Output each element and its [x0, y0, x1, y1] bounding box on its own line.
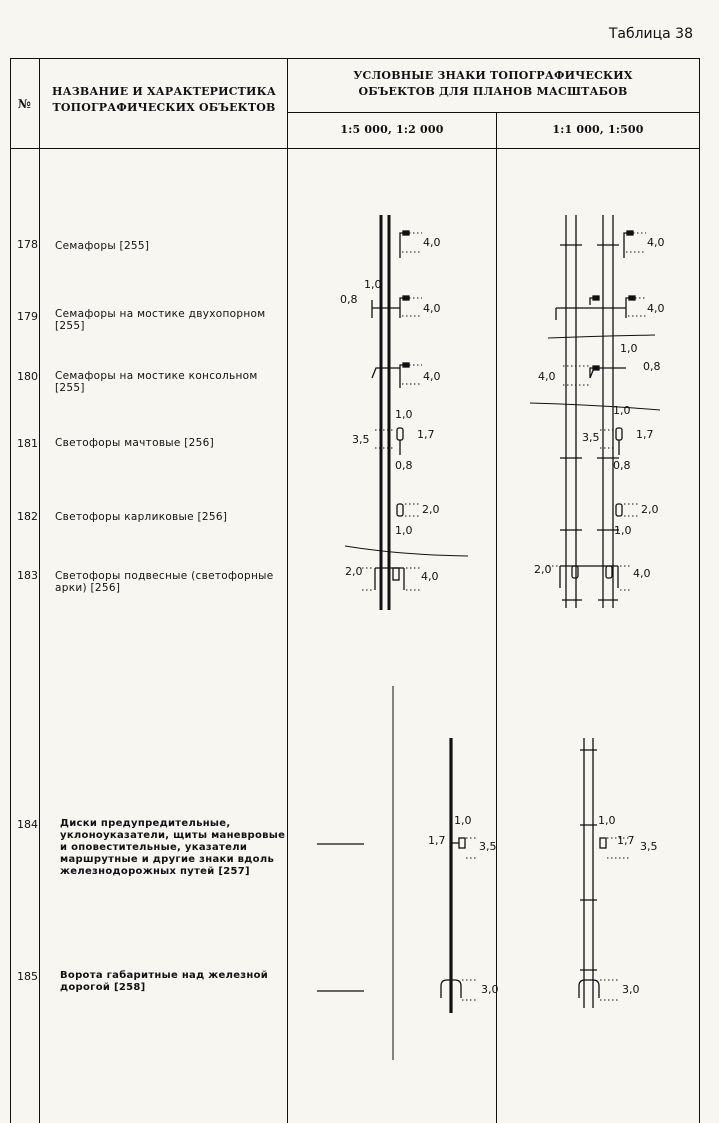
- dim-label: 1,0: [364, 278, 382, 291]
- dim-label: 2,0: [534, 563, 552, 576]
- dim-label: 0,8: [395, 459, 413, 472]
- dim-label: 2,0: [422, 503, 440, 516]
- dim-label: 1,0: [620, 342, 638, 355]
- dim-label: 2,0: [641, 503, 659, 516]
- dim-label: 1,7: [617, 834, 635, 847]
- dim-label: 1,0: [614, 524, 632, 537]
- row-description: Семафоры на мостике двухопорном [255]: [55, 308, 266, 332]
- row-num: 185: [17, 970, 38, 983]
- dim-label: 1,0: [613, 404, 631, 417]
- row-description: Семафоры на мостике консольном [255]: [55, 370, 258, 394]
- dim-label: 3,5: [352, 433, 370, 446]
- dim-label: 4,0: [633, 567, 651, 580]
- dim-label: 1,0: [598, 814, 616, 827]
- row-num: 182: [17, 510, 38, 523]
- header-symbols: УСЛОВНЫЕ ЗНАКИ ТОПОГРАФИЧЕСКИХ ОБЪЕКТОВ ДЛЯ ПЛАНОВ МАСШТАБОВ: [353, 69, 633, 98]
- header-num: №: [17, 97, 32, 111]
- dim-label: 4,0: [647, 302, 665, 315]
- dim-label: 0,8: [340, 293, 358, 306]
- row-num: 181: [17, 437, 38, 450]
- header-scale-b: 1:1 000, 1:500: [552, 123, 644, 136]
- dim-label: 3,5: [479, 840, 497, 853]
- row-description: Ворота габаритные над железной дорогой [258]: [60, 970, 269, 993]
- dim-label: 3,0: [481, 983, 499, 996]
- dim-label: 1,0: [395, 524, 413, 537]
- dim-label: 1,0: [454, 814, 472, 827]
- row-description: Светофоры подвесные (светофорные арки) [256]: [55, 570, 274, 594]
- dim-label: 3,5: [582, 431, 600, 444]
- dim-label: 4,0: [538, 370, 556, 383]
- dim-label: 4,0: [423, 302, 441, 315]
- row-description: Диски предупредительные, уклоноуказатели, щиты маневровые и оповестительные, указатели маршрутные и другие знаки вдоль железнодорожных путей [257]: [60, 818, 286, 877]
- dim-label: 1,7: [428, 834, 446, 847]
- row-num: 184: [17, 818, 38, 831]
- dim-label: 1,7: [417, 428, 435, 441]
- row-description: Семафоры [255]: [55, 240, 150, 252]
- row-description: Светофоры карликовые [256]: [55, 511, 228, 523]
- dim-label: 3,0: [622, 983, 640, 996]
- dim-label: 2,0: [345, 565, 363, 578]
- header-name: НАЗВАНИЕ И ХАРАКТЕРИСТИКА ТОПОГРАФИЧЕСКИХ ОБЪЕКТОВ: [51, 85, 277, 114]
- row-num: 179: [17, 310, 38, 323]
- header-scale-a: 1:5 000, 1:2 000: [340, 123, 444, 136]
- dim-label: 4,0: [423, 370, 441, 383]
- dim-label: 4,0: [647, 236, 665, 249]
- dim-label: 0,8: [643, 360, 661, 373]
- table-caption: Таблица 38: [608, 26, 693, 42]
- dim-label: 4,0: [421, 570, 439, 583]
- row-num: 180: [17, 370, 38, 383]
- dim-label: 1,7: [636, 428, 654, 441]
- row-num: 178: [17, 238, 38, 251]
- row-description: Светофоры мачтовые [256]: [55, 437, 215, 449]
- dim-label: 0,8: [613, 459, 631, 472]
- dim-label: 1,0: [395, 408, 413, 421]
- dim-label: 3,5: [640, 840, 658, 853]
- dim-label: 4,0: [423, 236, 441, 249]
- row-num: 183: [17, 569, 38, 582]
